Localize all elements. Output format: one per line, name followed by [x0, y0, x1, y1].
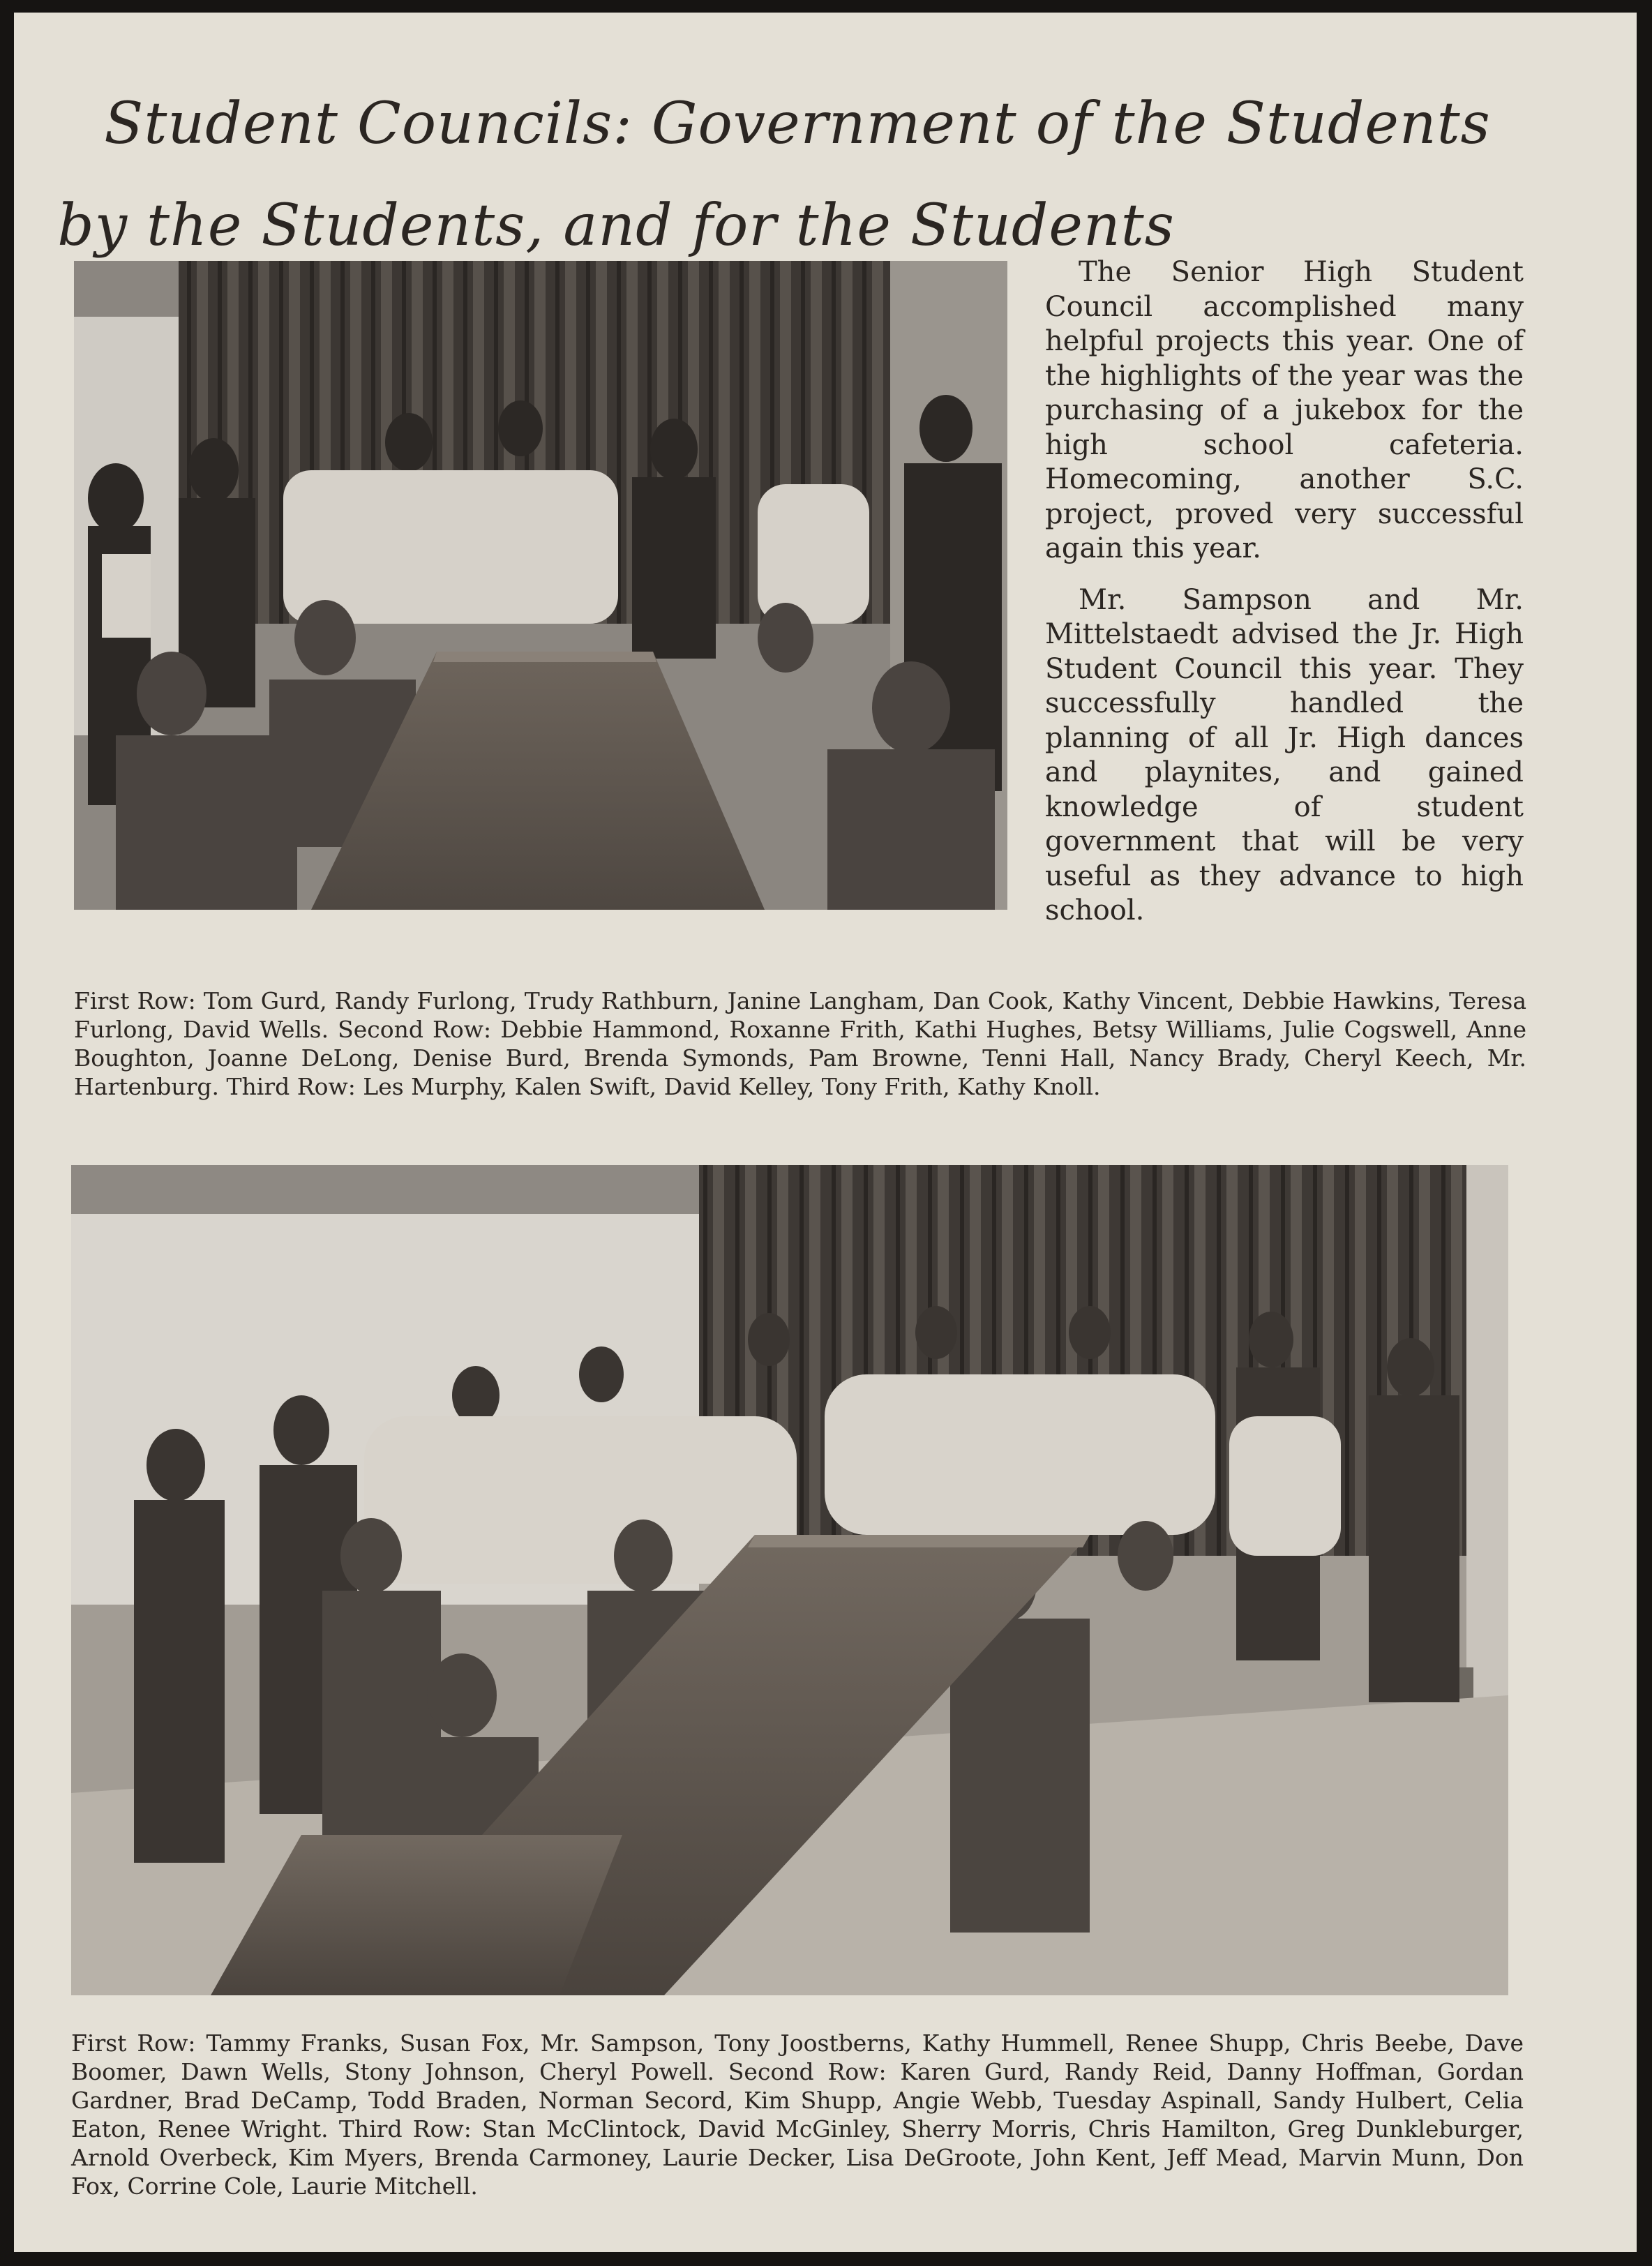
junior-council-photo-illustration: [71, 1165, 1508, 1995]
article-paragraph-1: The Senior High Student Council accomplished many helpful projects this year. One of the highlights of the year was the purchasing of a jukebox for the high school cafeteria. Homecoming, another S.C. project, proved very successful again this year.: [1045, 256, 1524, 564]
junior-council-group-photo: [71, 1165, 1508, 1995]
yearbook-page: [14, 13, 1637, 2252]
page-title-line-2: by the Students, and for the Students: [57, 193, 1175, 259]
senior-council-group-photo: [74, 261, 1007, 910]
page-title-line-1: Student Councils: Government of the Students: [104, 91, 1491, 157]
article-paragraph-2: Mr. Sampson and Mr. Mittelstaedt advised the Jr. High Student Council this year. They successfully handled the planning of all Jr. High dances and playnites, and gained knowledge of student government that will be very useful as they advance to high school.: [1045, 583, 1524, 926]
senior-council-caption: First Row: Tom Gurd, Randy Furlong, Trudy Rathburn, Janine Langham, Dan Cook, Kathy Vincent, Debbie Hawkins, Teresa Furlong, David Wells. Second Row: Debbie Hammond, Roxanne Frith, Kathi Hughes, Betsy Williams, Julie Cogswell, Anne Boughton, Joanne DeLong, Denise Burd, Brenda Symonds, Pam Browne, Tenni Hall, Nancy Brady, Cheryl Keech, Mr. Hartenburg. Third Row: Les Murphy, Kalen Swift, David Kelley, Tony Frith, Kathy Knoll.: [74, 987, 1526, 1100]
article-body: [1045, 255, 1524, 929]
junior-council-caption: First Row: Tammy Franks, Susan Fox, Mr. Sampson, Tony Joostberns, Kathy Hummell, Renee Shupp, Chris Beebe, Dave Boomer, Dawn Wells, Stony Johnson, Cheryl Powell. Second Row: Karen Gurd, Randy Reid, Danny Hoffman, Gordan Gardner, Brad DeCamp, Todd Braden, Norman Secord, Kim Shupp, Angie Webb, Tuesday Aspinall, Sandy Hulbert, Celia Eaton, Renee Wright. Third Row: Stan McClintock, David McGinley, Sherry Morris, Chris Hamilton, Greg Dunkleburger, Arnold Overbeck, Kim Myers, Brenda Carmoney, Laurie Decker, Lisa DeGroote, John Kent, Jeff Mead, Marvin Munn, Don Fox, Corrine Cole, Laurie Mitchell.: [71, 2029, 1524, 2200]
senior-council-photo-illustration: [74, 261, 1007, 910]
